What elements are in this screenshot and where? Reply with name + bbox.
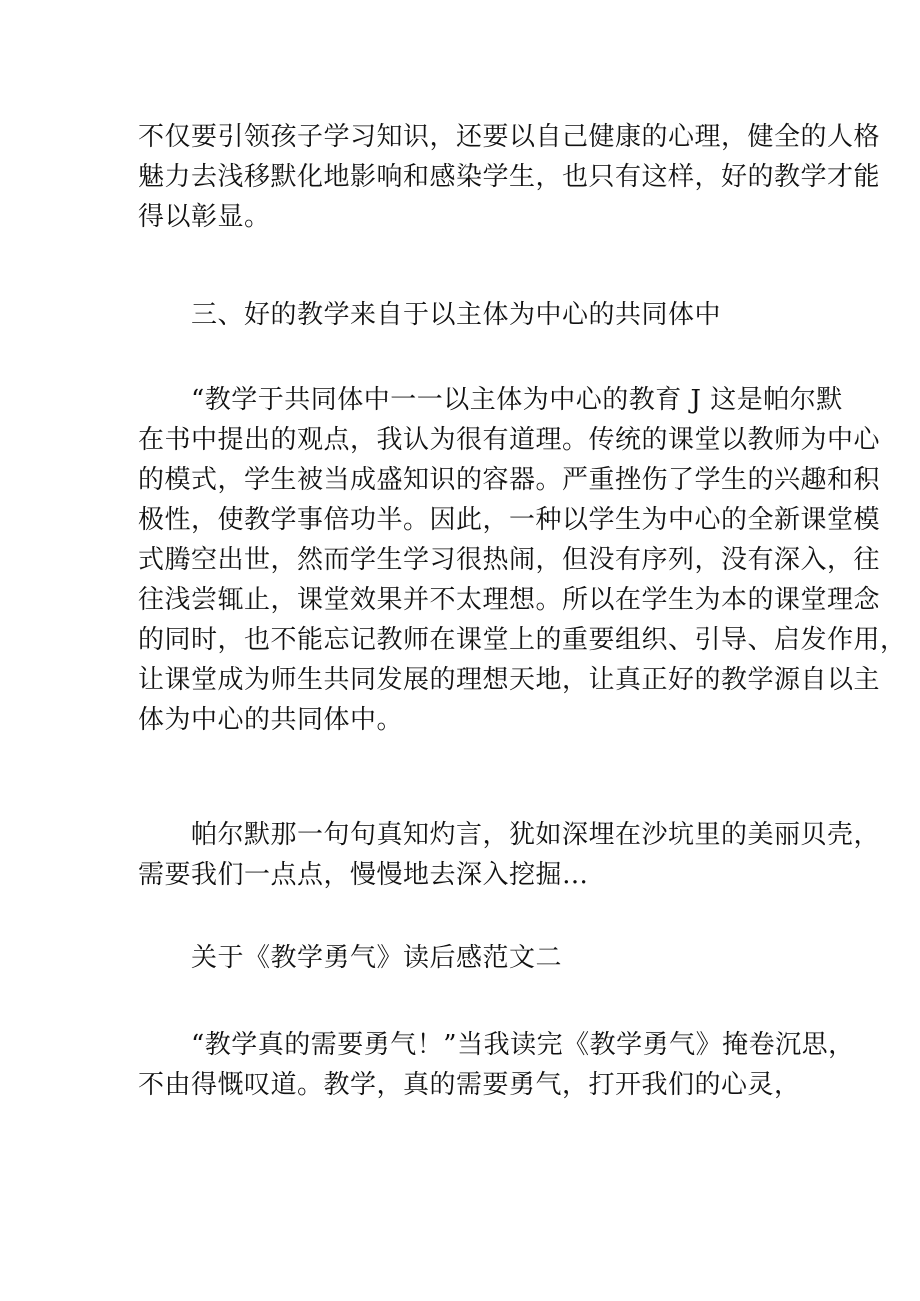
- text-line: 帕尔默那一句句真知灼言，犹如深埋在沙坑里的美丽贝壳，: [138, 820, 881, 850]
- text-line: 不仅要引领孩子学习知识，还要以自己健康的心理，健全的人格: [138, 122, 881, 152]
- text-line: 的模式，学生被当成盛知识的容器。严重挫伤了学生的兴趣和积: [138, 465, 881, 495]
- text-line: 不由得慨叹道。教学，真的需要勇气，打开我们的心灵，: [138, 1070, 801, 1100]
- text-line: 体为中心的共同体中。: [138, 705, 404, 735]
- text-line: 得以彰显。: [138, 202, 271, 232]
- paragraph-intro-continuation: [138, 117, 881, 237]
- text-line: 需要我们一点点，慢慢地去深入挖掘…: [138, 860, 589, 890]
- text-line: “教学于共同体中一一以主体为中心的教育 J 这是帕尔默: [138, 385, 843, 415]
- paragraph-essay-two-opening: [138, 1025, 855, 1105]
- text-line: 的同时，也不能忘记教师在课堂上的重要组织、引导、启发作用，: [138, 625, 907, 655]
- text-line: 极性，使教学事倍功半。因此，一种以学生为中心的全新课堂模: [138, 505, 881, 535]
- text-line: 让课堂成为师生共同发展的理想天地，让真正好的教学源自以主: [138, 665, 881, 695]
- text-line: 往浅尝辄止，课堂效果并不太理想。所以在学生为本的课堂理念: [138, 585, 881, 615]
- section-heading-three: [138, 295, 798, 335]
- heading-line: 三、好的教学来自于以主体为中心的共同体中: [138, 300, 722, 330]
- paragraph-palmer-words: [138, 815, 881, 895]
- text-line: 式腾空出世，然而学生学习很热闹，但没有序列，没有深入，往: [138, 545, 881, 575]
- essay-two-title: [138, 938, 798, 978]
- text-line: 在书中提出的观点，我认为很有道理。传统的课堂以教师为中心: [138, 425, 881, 455]
- text-line: 魅力去浅移默化地影响和感染学生，也只有这样，好的教学才能: [138, 162, 881, 192]
- paragraph-community-teaching: [138, 380, 907, 740]
- text-line: “教学真的需要勇气！”当我读完《教学勇气》掩卷沉思，: [138, 1030, 855, 1060]
- heading-line: 关于《教学勇气》读后感范文二: [138, 943, 563, 973]
